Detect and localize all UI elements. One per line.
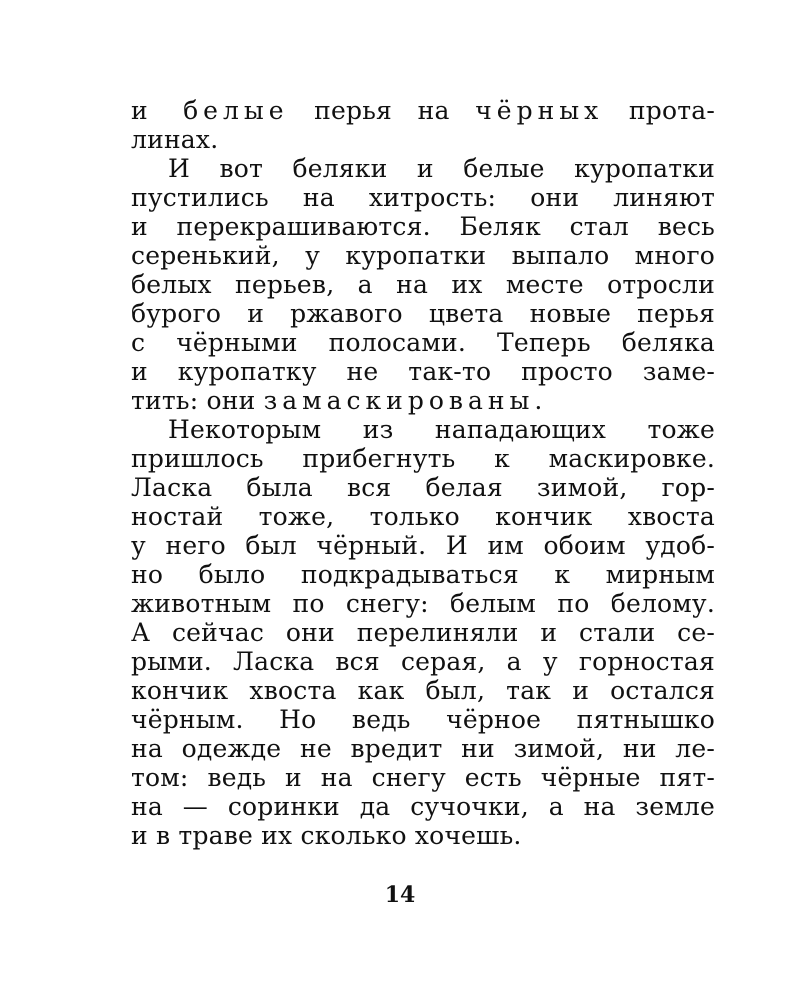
emphasized-text: и белые xyxy=(131,96,289,125)
text-segment: . xyxy=(534,386,543,415)
text-segment: чёрным. Но ведь чёрное пятнышко xyxy=(131,705,715,734)
body-text xyxy=(131,96,715,850)
text-segment: белых перьев, а на их месте отросли xyxy=(131,270,715,299)
text-segment: прота- xyxy=(603,96,716,125)
text-line xyxy=(131,299,715,328)
text-line xyxy=(131,502,715,531)
text-line xyxy=(131,618,715,647)
text-line xyxy=(131,444,715,473)
text-line xyxy=(131,705,715,734)
text-segment: и в траве их сколько хочешь. xyxy=(131,821,522,850)
text-line xyxy=(131,676,715,705)
text-segment: И вот беляки и белые куропатки xyxy=(168,154,715,183)
text-line xyxy=(131,792,715,821)
page-number: 14 xyxy=(384,882,416,908)
text-line xyxy=(131,560,715,589)
text-line xyxy=(131,821,715,850)
text-line xyxy=(131,531,715,560)
text-segment: у него был чёрный. И им обоим удоб- xyxy=(131,531,715,560)
text-segment: Ласка была вся белая зимой, гор- xyxy=(131,473,715,502)
text-line xyxy=(131,212,715,241)
text-line xyxy=(131,415,715,444)
text-segment: с чёрными полосами. Теперь беляка xyxy=(131,328,715,357)
text-segment: кончик хвоста как был, так и остался xyxy=(131,676,715,705)
text-line xyxy=(131,357,715,386)
text-line xyxy=(131,647,715,676)
text-segment: и перекрашиваются. Беляк стал весь xyxy=(131,212,715,241)
text-line xyxy=(131,763,715,792)
text-segment: животным по снегу: белым по белому. xyxy=(131,589,715,618)
text-segment: тить: они xyxy=(131,386,264,415)
text-line xyxy=(131,473,715,502)
text-segment: бурого и ржавого цвета новые перья xyxy=(131,299,715,328)
emphasized-text: замаскированы xyxy=(263,386,535,415)
text-line xyxy=(131,96,715,125)
text-segment: А сейчас они перелиняли и стали се- xyxy=(131,618,715,647)
text-line xyxy=(131,734,715,763)
text-line xyxy=(131,183,715,212)
text-segment: рыми. Ласка вся серая, а у горностая xyxy=(131,647,715,676)
text-segment: ностай тоже, только кончик хвоста xyxy=(131,502,715,531)
text-line xyxy=(131,328,715,357)
text-segment: пришлось прибегнуть к маскировке. xyxy=(131,444,715,473)
text-segment: перья на xyxy=(288,96,476,125)
text-line xyxy=(131,154,715,183)
text-line xyxy=(131,125,715,154)
text-segment: линах. xyxy=(131,125,219,154)
text-segment: но было подкрадываться к мирным xyxy=(131,560,715,589)
text-segment: серенький, у куропатки выпало много xyxy=(131,241,715,270)
text-line xyxy=(131,241,715,270)
text-line xyxy=(131,270,715,299)
text-segment: том: ведь и на снегу есть чёрные пят- xyxy=(131,763,715,792)
text-segment: на — соринки да сучочки, а на земле xyxy=(131,792,715,821)
emphasized-text: чёрных xyxy=(475,96,604,125)
text-line xyxy=(131,386,715,415)
text-segment: на одежде не вредит ни зимой, ни ле- xyxy=(131,734,715,763)
text-segment: и куропатку не так-то просто заме- xyxy=(131,357,715,386)
text-segment: пустились на хитрость: они линяют xyxy=(131,183,715,212)
text-line xyxy=(131,589,715,618)
text-segment: Некоторым из нападающих тоже xyxy=(168,415,715,444)
